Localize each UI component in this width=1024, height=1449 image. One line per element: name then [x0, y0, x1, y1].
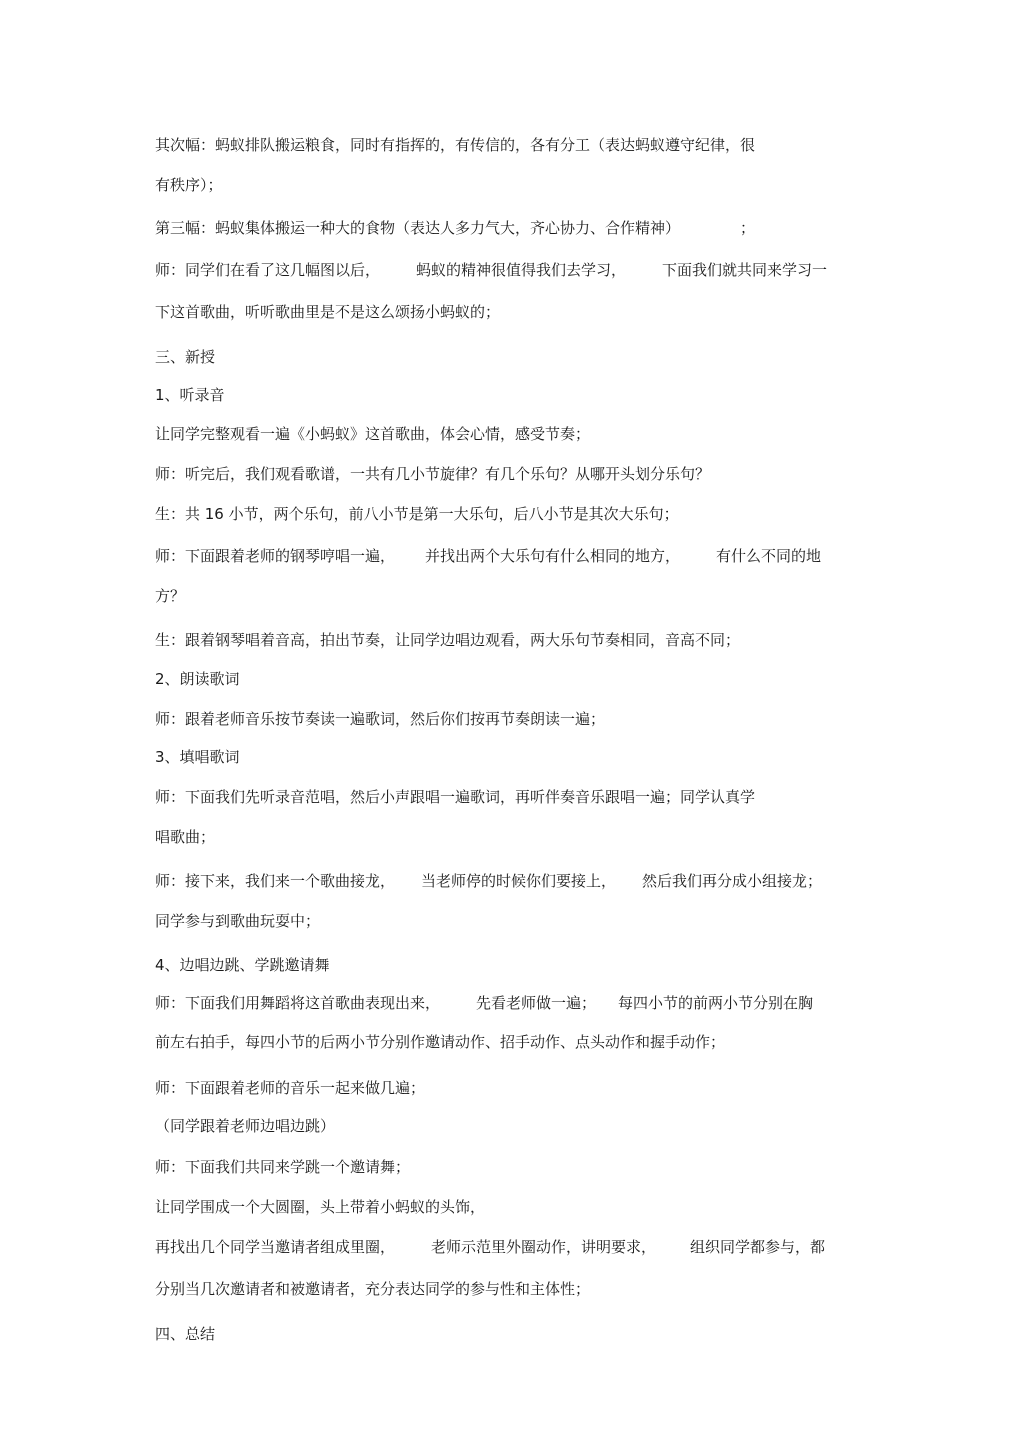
paragraph-line: [155, 1279, 590, 1299]
paragraph-line: [155, 1157, 410, 1177]
line-part: 师：下面我们用舞蹈将这首歌曲表现出来，: [155, 994, 441, 1012]
paragraph-line: [155, 1078, 425, 1098]
subsection-heading: [155, 385, 225, 405]
line-part: 先看老师做一遍；: [476, 994, 597, 1012]
paragraph-line: [155, 504, 679, 524]
line-text: 师：跟着老师音乐按节奏读一遍歌词，然后你们按再节奏朗读一遍；: [155, 710, 606, 728]
line-text: 同学参与到歌曲玩耍中；: [155, 912, 321, 930]
line-text: 师：下面我们先听录音范唱，然后小声跟唱一遍歌词，再听伴奏音乐跟唱一遍；同学认真学: [155, 788, 756, 806]
paragraph-line: [155, 175, 223, 195]
line-text: 方？: [155, 587, 186, 605]
paragraph-line: [155, 1116, 335, 1136]
paragraph-line: [155, 135, 755, 155]
line-text: 分别当几次邀请者和被邀请者，充分表达同学的参与性和主体性；: [155, 1280, 591, 1298]
line-text: 有秩序）；: [155, 176, 223, 194]
paragraph-line: [155, 911, 320, 931]
line-text: 1、听录音: [155, 386, 225, 404]
line-part: 当老师停的时候你们要接上，: [421, 872, 617, 890]
line-part: 老师示范里外圈动作，讲明要求，: [431, 1238, 657, 1256]
line-text: （同学跟着老师边唱边跳）: [155, 1117, 336, 1135]
paragraph-line: [155, 218, 755, 238]
paragraph-line: [155, 871, 822, 891]
line-text: 唱歌曲；: [155, 828, 216, 846]
paragraph-line: [155, 586, 185, 606]
subsection-heading: [155, 955, 330, 975]
line-part: 然后我们再分成小组接龙；: [642, 872, 823, 890]
line-part: 再找出几个同学当邀请者组成里圈，: [155, 1238, 396, 1256]
line-text: 第三幅：蚂蚁集体搬运一种大的食物（表达人多力气大，齐心协力、合作精神）: [155, 219, 681, 237]
line-part: 每四小节的前两小节分别在胸: [618, 994, 814, 1012]
line-text: 师：下面我们共同来学跳一个邀请舞；: [155, 1158, 411, 1176]
paragraph-line: [155, 1032, 725, 1052]
paragraph-line: [155, 787, 755, 807]
subsection-heading: [155, 747, 240, 767]
line-part: 师：同学们在看了这几幅图以后，: [155, 261, 381, 279]
line-text: 让同学完整观看一遍《小蚂蚁》这首歌曲，体会心情，感受节奏；: [155, 425, 591, 443]
section-heading: [155, 1324, 215, 1344]
paragraph-line: [155, 464, 710, 484]
line-text: 让同学围成一个大圆圈，头上带着小蚂蚁的头饰，: [155, 1198, 486, 1216]
line-text: 生：跟着钢琴唱着音高，拍出节奏，让同学边唱边观看，两大乐句节奏相同，音高不同；: [155, 631, 741, 649]
line-text: 师：听完后，我们观看歌谱，一共有几小节旋律？有几个乐句？从哪开头划分乐句？: [155, 465, 711, 483]
line-part: 有什么不同的地: [716, 547, 822, 565]
line-text: 4、边唱边跳、学跳邀请舞: [155, 956, 330, 974]
line-text: 其次幅：蚂蚁排队搬运粮食，同时有指挥的，有传信的，各有分工（表达蚂蚁遵守纪律，很: [155, 136, 756, 154]
line-text: 四、总结: [155, 1325, 216, 1343]
line-text: 3、填唱歌词: [155, 748, 240, 766]
line-tail: ；: [740, 219, 756, 237]
line-text: 师：下面跟着老师的音乐一起来做几遍；: [155, 1079, 426, 1097]
paragraph-line: [155, 709, 605, 729]
line-part: 蚂蚁的精神很值得我们去学习，: [416, 261, 627, 279]
paragraph-line: [155, 546, 821, 566]
line-text: 三、新授: [155, 348, 216, 366]
line-text: 下这首歌曲，听听歌曲里是不是这么颂扬小蚂蚁的；: [155, 303, 501, 321]
paragraph-line: [155, 827, 215, 847]
line-part: 师：下面跟着老师的钢琴哼唱一遍，: [155, 547, 396, 565]
paragraph-line: [155, 1197, 485, 1217]
paragraph-line: [155, 1237, 825, 1257]
paragraph-line: [155, 424, 590, 444]
line-part: 并找出两个大乐句有什么相同的地方，: [425, 547, 681, 565]
paragraph-line: [155, 260, 827, 280]
line-part: 下面我们就共同来学习一: [662, 261, 828, 279]
section-heading: [155, 347, 215, 367]
paragraph-line: [155, 630, 740, 650]
line-text: 2、朗读歌词: [155, 670, 240, 688]
line-part: 组织同学都参与，都: [690, 1238, 826, 1256]
paragraph-line: [155, 302, 500, 322]
line-part: 师：接下来，我们来一个歌曲接龙，: [155, 872, 396, 890]
subsection-heading: [155, 669, 240, 689]
line-text: 生：共 16 小节，两个乐句，前八小节是第一大乐句，后八小节是其次大乐句；: [155, 505, 679, 523]
paragraph-line: [155, 993, 813, 1013]
line-text: 前左右拍手，每四小节的后两小节分别作邀请动作、招手动作、点头动作和握手动作；: [155, 1033, 726, 1051]
